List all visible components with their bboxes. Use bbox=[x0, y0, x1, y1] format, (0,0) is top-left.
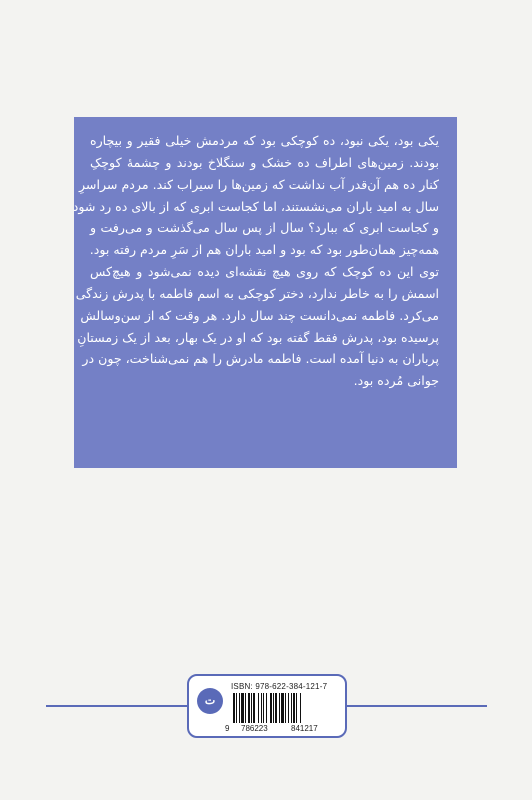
barcode-bar bbox=[266, 693, 267, 723]
blurb-line: اسمش را به خاطر ندارد، دختر کوچکی به اسم فاطمه با پدرش زندگی bbox=[75, 285, 439, 301]
barcode-digits-right: 841217 bbox=[291, 724, 318, 733]
publisher-logo-glyph: ت bbox=[204, 694, 216, 707]
blurb-line: یکی بود، یکی نبود، ده کوچکی بود که مردمش خیلی فقیر و بیچاره bbox=[90, 133, 439, 148]
barcode-bar bbox=[261, 693, 262, 723]
barcode-bar bbox=[248, 693, 250, 723]
blurb-line: پرباران به دنیا آمده است. فاطمه مادرش را هم نمی‌شناخت، چون در bbox=[82, 351, 439, 367]
barcode-bar bbox=[241, 693, 244, 723]
barcode-bar bbox=[270, 693, 272, 723]
barcode-bar bbox=[285, 693, 286, 723]
barcode-digits-left: 786223 bbox=[241, 724, 268, 733]
publisher-logo-icon bbox=[197, 688, 223, 714]
barcode-bar bbox=[300, 693, 301, 723]
barcode-panel bbox=[187, 674, 347, 738]
barcode-icon bbox=[233, 693, 337, 723]
divider-line-right bbox=[347, 705, 487, 707]
blurb-line: و کجاست ابری که ببارد؟ سال از پس سال می‌گذشت و می‌رفت و bbox=[90, 220, 439, 236]
blurb-line: جوانی مُرده بود. bbox=[353, 373, 439, 389]
blurb-line: پرسیده بود، پدرش فقط گفته بود که او در یک بهار، بعد از یک زمستانِ bbox=[77, 329, 439, 345]
blurb-box bbox=[74, 117, 457, 468]
barcode-bar bbox=[275, 693, 277, 723]
barcode-bar bbox=[258, 693, 259, 723]
barcode-bar bbox=[279, 693, 280, 723]
barcode-bar bbox=[296, 693, 297, 723]
barcode-bar bbox=[288, 693, 289, 723]
barcode-bar bbox=[263, 693, 264, 723]
barcode-bar bbox=[251, 693, 252, 723]
blurb-line: بودند. زمین‌های اطراف ده خشک و سنگلاخ بودند و چشمهٔ کوچکِ bbox=[90, 154, 439, 170]
divider-line-left bbox=[46, 705, 187, 707]
isbn-text: ISBN: 978-622-384-121-7 bbox=[231, 682, 328, 691]
barcode-bar bbox=[245, 693, 246, 723]
barcode-bar bbox=[273, 693, 274, 723]
barcode-digit-lead: 9 bbox=[225, 724, 230, 733]
blurb-line: می‌کرد. فاطمه نمی‌دانست چند سال دارد. هر وقت که از سن‌وسالش bbox=[80, 307, 439, 323]
barcode-bar bbox=[233, 693, 235, 723]
barcode-bar bbox=[236, 693, 237, 723]
barcode-bar bbox=[281, 693, 284, 723]
blurb-line: کنار ده هم آن‌قدر آب نداشت که زمین‌ها را سیراب کند. مردم سراسرِ bbox=[78, 176, 439, 192]
barcode-bar bbox=[293, 693, 295, 723]
blurb-line: همه‌چیز همان‌طور بود که بود و امید باران هم از سَرِ مردم رفته بود. bbox=[89, 242, 439, 258]
blurb-line: سال به امید باران می‌نشستند، اما کجاست ابری که از بالای ده رد شود bbox=[72, 198, 439, 214]
blurb-line: توی این ده کوچک که روی هیچ نقشه‌ای دیده نمی‌شود و هیچ‌کس bbox=[90, 264, 439, 280]
barcode-bar bbox=[239, 693, 240, 723]
barcode-bar bbox=[253, 693, 255, 723]
barcode-bar bbox=[291, 693, 292, 723]
